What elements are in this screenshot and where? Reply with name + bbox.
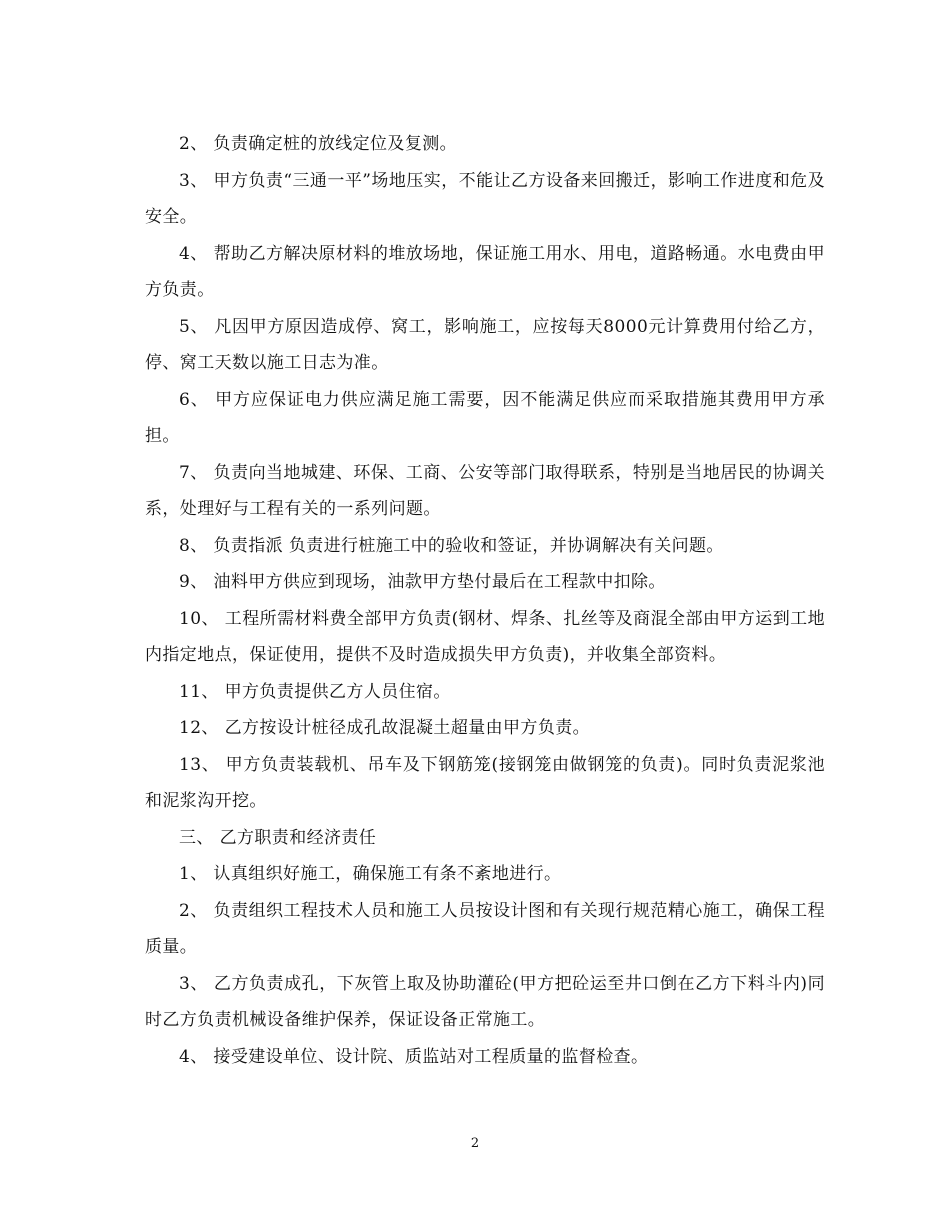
paragraph: 1、 认真组织好施工，确保施工有条不紊地进行。 <box>179 864 562 884</box>
paragraph: 3、 甲方负责“三通一平”场地压实，不能让乙方设备来回搬迁，影响工作进度和危及安全。 <box>145 170 825 227</box>
paragraph: 4、 帮助乙方解决原材料的堆放场地，保证施工用水、用电，道路畅通。水电费由甲方负责。 <box>145 243 825 300</box>
document-body <box>145 126 825 1075</box>
page-number: 2 <box>470 1136 480 1151</box>
paragraph: 13、 甲方负责装载机、吊车及下钢筋笼(接钢笼由做钢笼的负责)。同时负责泥浆池和泥浆沟开挖。 <box>145 754 825 811</box>
paragraph: 7、 负责向当地城建、环保、工商、公安等部门取得联系，特别是当地居民的协调关系，处理好与工程有关的一系列问题。 <box>145 462 825 519</box>
section-heading: 三、 乙方职责和经济责任 <box>179 827 377 848</box>
paragraph: 12、 乙方按设计桩径成孔故混凝土超量由甲方负责。 <box>179 718 591 738</box>
paragraph: 3、 乙方负责成孔，下灰管上取及协助灌砼(甲方把砼运至井口倒在乙方下料斗内)同时乙方负责机械设备维护保养，保证设备正常施工。 <box>145 973 825 1030</box>
paragraph: 6、 甲方应保证电力供应满足施工需要，因不能满足供应而采取措施其费用甲方承担。 <box>145 389 825 446</box>
paragraph: 9、 油料甲方供应到现场，油款甲方垫付最后在工程款中扣除。 <box>179 572 666 592</box>
paragraph: 5、 凡因甲方原因造成停、窝工，影响施工，应按每天8000元计算费用付给乙方，停、窝工天数以施工日志为准。 <box>145 316 825 373</box>
paragraph: 4、 接受建设单位、设计院、质监站对工程质量的监督检查。 <box>179 1046 649 1067</box>
paragraph: 8、 负责指派 负责进行桩施工中的验收和签证，并协调解决有关问题。 <box>179 535 724 556</box>
paragraph: 2、 负责组织工程技术人员和施工人员按设计图和有关现行规范精心施工，确保工程质量。 <box>145 900 825 957</box>
paragraph: 11、 甲方负责提供乙方人员住宿。 <box>179 681 451 702</box>
paragraph: 10、 工程所需材料费全部甲方负责(钢材、焊条、扎丝等及商混全部由甲方运到工地内指定地点，保证使用，提供不及时造成损失甲方负责)，并收集全部资料。 <box>145 608 825 665</box>
paragraph: 2、 负责确定桩的放线定位及复测。 <box>179 134 458 154</box>
